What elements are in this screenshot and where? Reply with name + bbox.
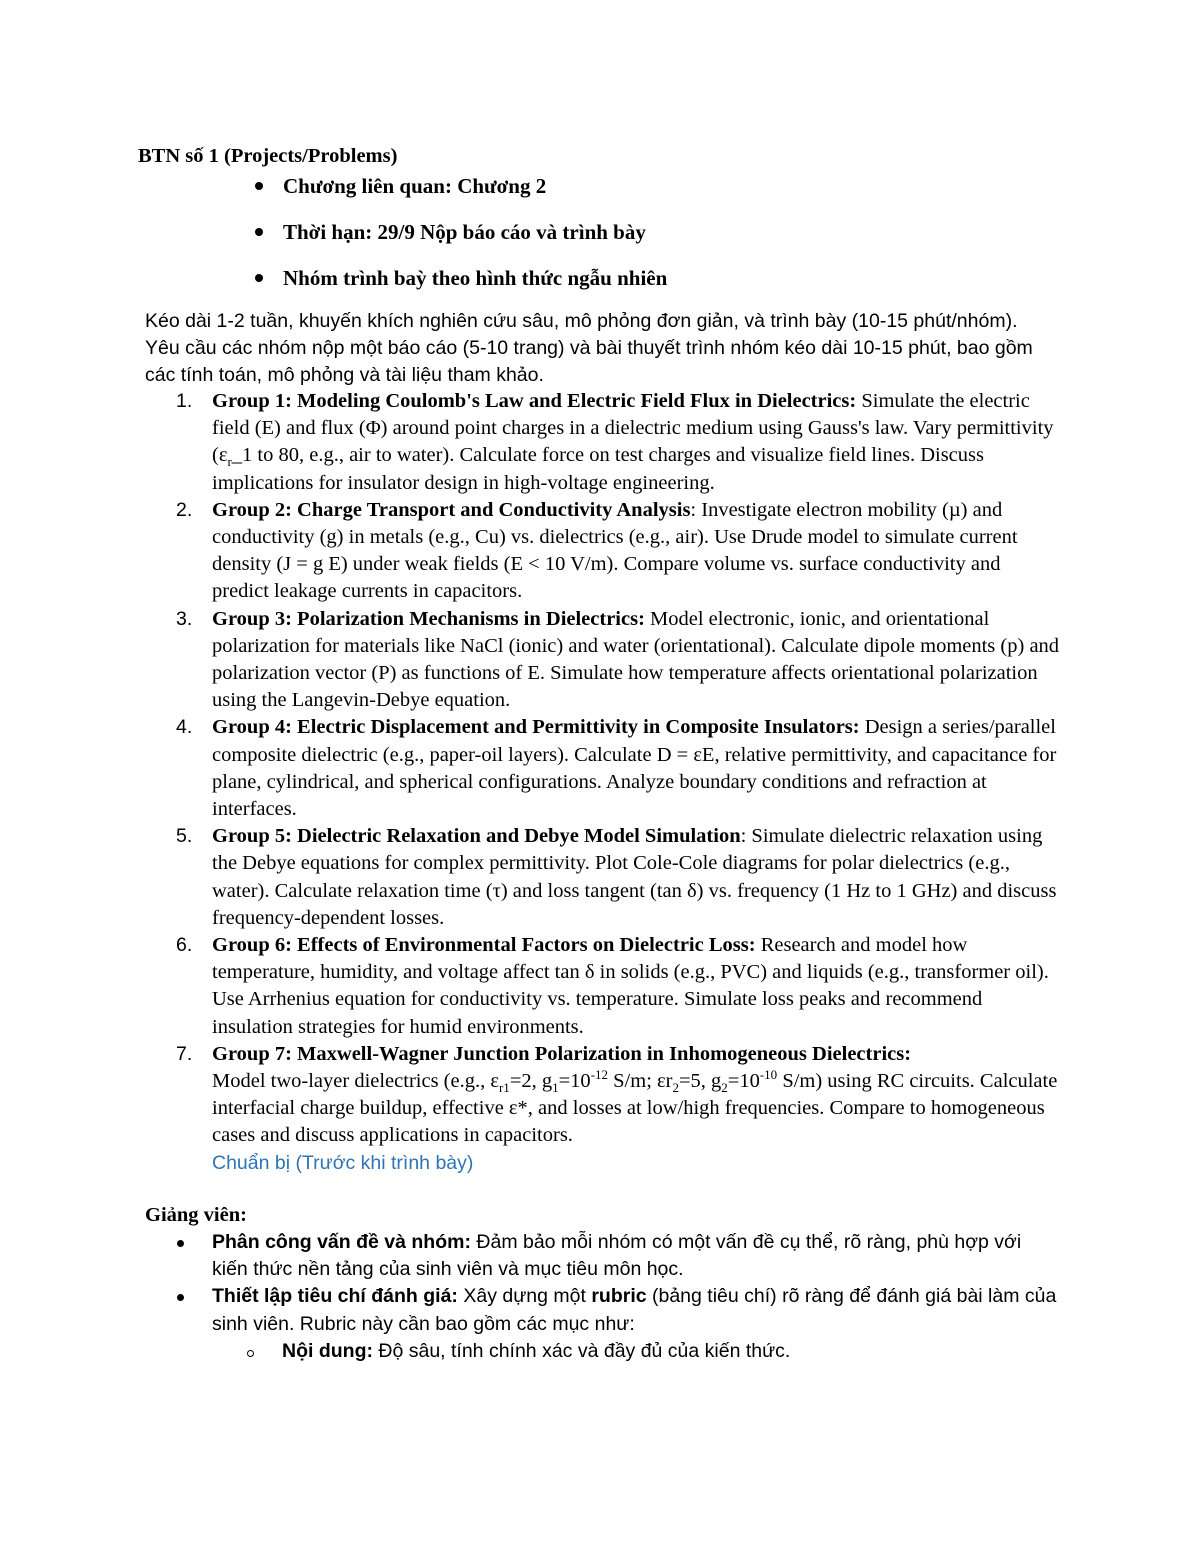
group-heading: Group 2: Charge Transport and Conductivity Analysis	[212, 498, 691, 521]
group-heading: Group 7: Maxwell-Wagner Junction Polarization in Inhomogeneous Dielectrics:	[212, 1042, 912, 1065]
lecturer-item: Thiết lập tiêu chí đánh giá: Xây dựng một rubric (bảng tiêu chí) rõ ràng để đánh giá bài làm của sinh viên. Rubric này cần bao gồm các mục như: Nội dung: Độ sâu, tính chính xác và đầy đủ của kiến thức.	[0, 1283, 1062, 1365]
group-item: 2. Group 2: Charge Transport and Conductivity Analysis: Investigate electron mobility (µ) and conductivity (g) in metals (e.g., Cu) vs. dielectrics (e.g., air). Use Drude model to simulate current density (J = g E) under weak fields (E < 10 V/m). Compare volume vs. surface conductivity and predict leakage currents in capacitors.	[176, 498, 1018, 603]
group-item: 7. Group 7: Maxwell-Wagner Junction Polarization in Inhomogeneous Dielectrics: Model two-layer dielectrics (e.g., $\varepsilon_{r1}=2$, $g_1=10^{-12}$ S/m; $\varepsilon r_2=5$, $g_2=10^{-10}$ S/m) using RC circuits. Calculate interfacial charge buildup, effective ε*, and losses at low/high frequencies. Compare to homogeneous cases and discuss applications in capacitors. Chuẩn bị (Trước khi trình bày)	[176, 1042, 1058, 1174]
group-item: 1. Group 1: Modeling Coulomb's Law and Electric Field Flux in Dielectrics: Simulate the electric field (E) and flux (Φ) around point charges in a dielectric medium using Gauss's law. Vary permittivity ($\varepsilon_r\_1$ to 80, e.g., air to water). Calculate force on test charges and visualize field lines. Discuss implications for insulator design in high-voltage engineering.	[176, 390, 1054, 494]
meta-item: Thời hạn: 29/9 Nộp báo cáo và trình bày	[0, 216, 1200, 262]
intro-paragraph: Kéo dài 1-2 tuần, khuyến khích nghiên cứu sâu, mô phỏng đơn giản, và trình bày (10-15 phút/nhóm). Yêu cầu các nhóm nộp một báo cáo (5-10 trang) và bài thuyết trình nhóm kéo dài 10-15 phút, bao gồm các tính toán, mô phỏng và tài liệu tham khảo.	[145, 310, 1033, 387]
lecturer-list	[0, 1229, 1200, 1365]
lecturer-heading: Giảng viên:	[145, 1204, 247, 1226]
sub-list-item: Nội dung: Độ sâu, tính chính xác và đầy đủ của kiến thức.	[212, 1338, 1062, 1365]
bullet-icon	[255, 182, 263, 190]
meta-item: Nhóm trình baỳ theo hình thức ngẫu nhiên	[0, 262, 1200, 308]
list-number: 5.	[176, 825, 193, 848]
group-heading: Group 3: Polarization Mechanisms in Dielectrics:	[212, 607, 645, 630]
list-number: 6.	[176, 934, 193, 957]
group-item: 3. Group 3: Polarization Mechanisms in Dielectrics: Model electronic, ionic, and orientational polarization for materials like NaCl (ionic) and water (orientational). Calculate dipole moments (p) and polarization vector (P) as functions of E. Simulate how temperature affects orientational polarization using the Langevin-Debye equation.	[176, 607, 1060, 712]
list-number: 2.	[176, 498, 193, 521]
list-number: 4.	[176, 716, 193, 739]
group-list	[0, 388, 1200, 1177]
hollow-bullet-icon	[247, 1350, 254, 1357]
group-heading: Group 5: Dielectric Relaxation and Debye Model Simulation	[212, 825, 741, 848]
list-number: 1.	[176, 390, 193, 412]
group-item: 6. Group 6: Effects of Environmental Factors on Dielectric Loss: Research and model how temperature, humidity, and voltage affect tan δ in solids (e.g., PVC) and liquids (e.g., transformer oil). Use Arrhenius equation for conductivity vs. temperature. Simulate loss peaks and recommend insulation strategies for humid environments.	[176, 934, 1049, 1038]
group-heading: Group 6: Effects of Environmental Factors on Dielectric Loss:	[212, 934, 756, 957]
meta-item: Chương liên quan: Chương 2	[0, 170, 1200, 216]
list-number: 3.	[176, 607, 193, 630]
bullet-icon	[255, 228, 263, 236]
lecturer-item: Phân công vấn đề và nhóm: Đảm bảo mỗi nhóm có một vấn đề cụ thể, rõ ràng, phù hợp với kiến thức nền tảng của sinh viên và mục tiêu môn học.	[0, 1229, 1062, 1283]
group-item: 5. Group 5: Dielectric Relaxation and Debye Model Simulation: Simulate dielectric relaxation using the Debye equations for complex permittivity. Plot Cole-Cole diagrams for polar dielectrics (e.g., water). Calculate relaxation time (τ) and loss tangent (tan δ) vs. frequency (1 Hz to 1 GHz) and discuss frequency-dependent losses.	[176, 825, 1057, 929]
meta-list	[0, 170, 1200, 308]
bullet-icon	[255, 274, 263, 282]
bullet-icon	[177, 1240, 184, 1247]
bullet-icon	[177, 1294, 184, 1301]
group-heading: Group 1: Modeling Coulomb's Law and Electric Field Flux in Dielectrics:	[212, 390, 857, 412]
preparation-heading: Chuẩn bị (Trước khi trình bày)	[212, 1151, 474, 1174]
group-heading: Group 4: Electric Displacement and Permittivity in Composite Insulators:	[212, 716, 860, 739]
list-number: 7.	[176, 1042, 193, 1065]
document-title: BTN số 1 (Projects/Problems)	[138, 145, 398, 167]
group-item: 4. Group 4: Electric Displacement and Permittivity in Composite Insulators: Design a series/parallel composite dielectric (e.g., paper-oil layers). Calculate D = εE, relative permittivity, and capacitance for plane, cylindrical, and spherical configurations. Analyze boundary conditions and refraction at interfaces.	[176, 716, 1057, 821]
